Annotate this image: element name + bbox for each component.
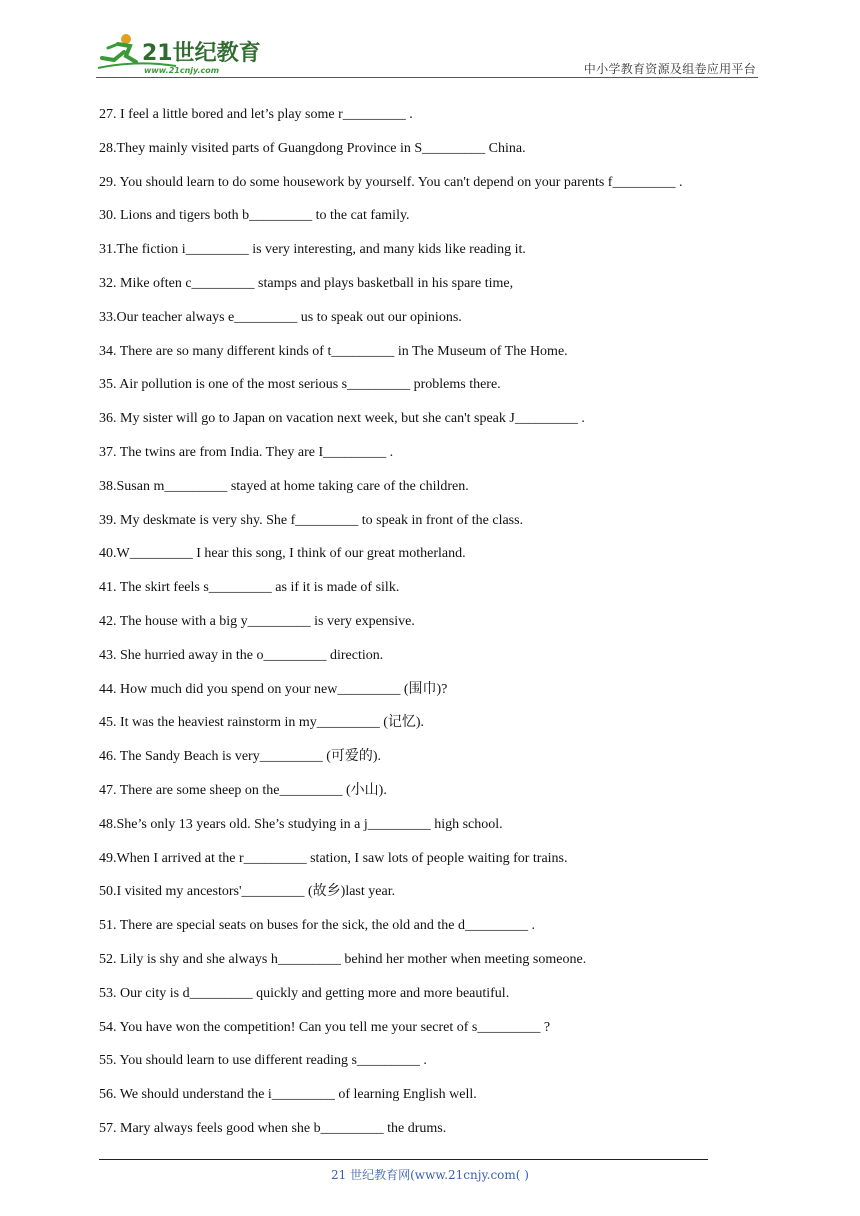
footer-divider [99, 1159, 708, 1160]
question-item: 37. The twins are from India. They are I_________ . [99, 444, 394, 460]
logo-url: www.21cnjy.com [144, 66, 220, 75]
question-item: 44. How much did you spend on your new_________ (围巾)? [99, 681, 448, 697]
question-item: 36. My sister will go to Japan on vacation next week, but she can't speak J_________ . [99, 411, 585, 427]
running-figure-logo-icon [96, 30, 266, 76]
question-item: 49.When I arrived at the r_________ station, I saw lots of people waiting for trains. [99, 850, 568, 866]
footer-source: 21 世纪教育网(www.21cnjy.com( ) [331, 1168, 529, 1182]
question-item: 50.I visited my ancestors'_________ (故乡)last year. [99, 884, 396, 900]
question-item: 43. She hurried away in the o_________ direction. [99, 647, 384, 663]
question-item: 31.The fiction i_________ is very interesting, and many kids like reading it. [99, 242, 526, 258]
question-item: 34. There are so many different kinds of t_________ in The Museum of The Home. [99, 343, 568, 359]
header-divider [96, 77, 758, 78]
question-item: 54. You have won the competition! Can you tell me your secret of s_________ ? [99, 1019, 551, 1035]
question-item: 52. Lily is shy and she always h_________ behind her mother when meeting someone. [99, 951, 587, 967]
question-item: 29. You should learn to do some housework by yourself. You can't depend on your parents f_________ . [99, 174, 683, 190]
question-item: 55. You should learn to use different reading s_________ . [99, 1053, 427, 1069]
question-item: 27. I feel a little bored and let’s play some r_________ . [99, 107, 413, 122]
page-header [96, 30, 758, 78]
question-item: 51. There are special seats on buses for the sick, the old and the d_________ . [99, 918, 535, 934]
question-item: 45. It was the heaviest rainstorm in my_________ (记忆). [99, 715, 425, 731]
question-item: 33.Our teacher always e_________ us to speak out our opinions. [99, 309, 462, 325]
question-item: 48.She’s only 13 years old. She’s studying in a j_________ high school. [99, 816, 503, 832]
logo-title: 21世纪教育 [142, 41, 261, 66]
question-item: 28.They mainly visited parts of Guangdong Province in S_________ China. [99, 140, 526, 156]
question-item: 30. Lions and tigers both b_________ to the cat family. [99, 208, 410, 224]
question-item: 39. My deskmate is very shy. She f_________ to speak in front of the class. [99, 512, 524, 528]
question-list [99, 104, 779, 1152]
platform-slogan: 中小学教育资源及组卷应用平台 [583, 62, 756, 76]
question-item: 53. Our city is d_________ quickly and getting more and more beautiful. [99, 985, 510, 1001]
site-logo [96, 30, 266, 76]
question-item: 56. We should understand the i_________ of learning English well. [99, 1087, 477, 1103]
question-item: 38.Susan m_________ stayed at home taking care of the children. [99, 478, 469, 494]
question-item: 32. Mike often c_________ stamps and plays basketball in his spare time, [99, 275, 514, 291]
question-item: 35. Air pollution is one of the most serious s_________ problems there. [99, 377, 501, 393]
question-item: 46. The Sandy Beach is very_________ (可爱的). [99, 749, 382, 765]
question-item: 47. There are some sheep on the_________ (小山). [99, 782, 387, 798]
question-item: 42. The house with a big y_________ is very expensive. [99, 613, 415, 629]
question-item: 41. The skirt feels s_________ as if it is made of silk. [99, 580, 400, 596]
question-item: 40.W_________ I hear this song, I think of our great motherland. [99, 546, 466, 562]
question-item: 57. Mary always feels good when she b_________ the drums. [99, 1120, 447, 1136]
